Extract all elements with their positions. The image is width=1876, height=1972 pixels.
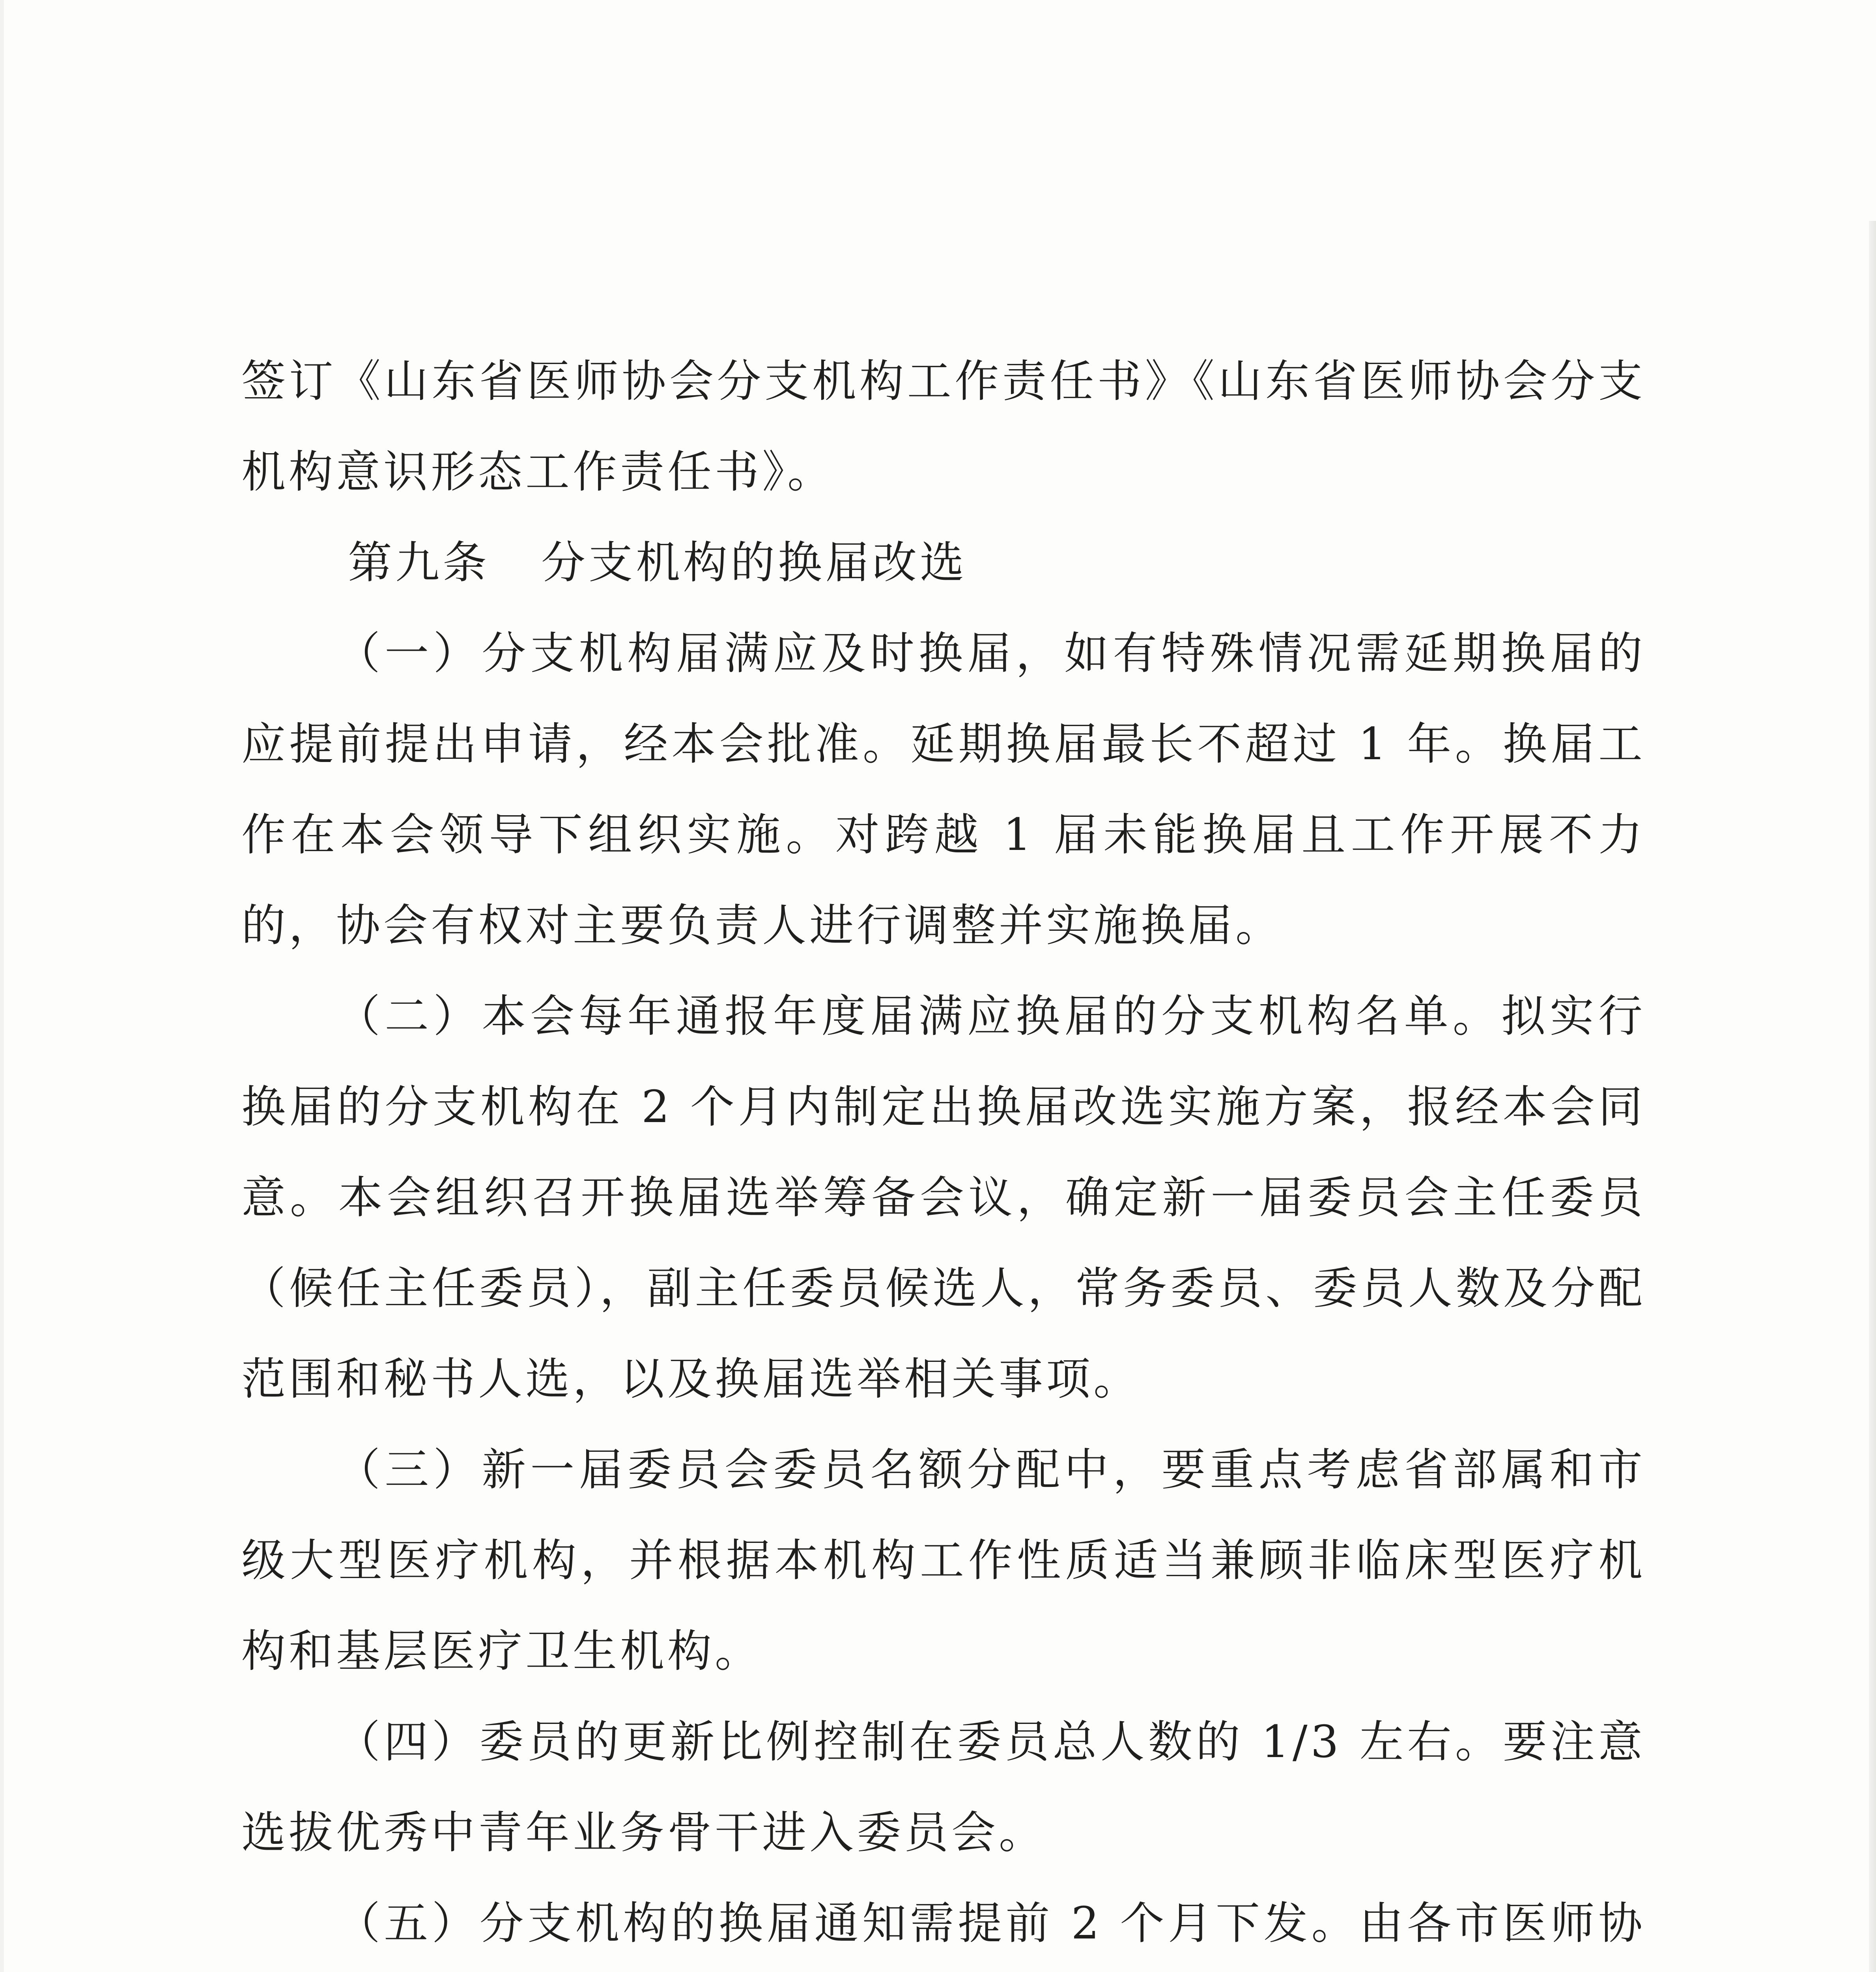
article-title: 分支机构的换届改选 xyxy=(541,537,967,588)
clause-2: （二）本会每年通报年度届满应换届的分支机构名单。拟实行换届的分支机构在 2 个月内制定出换届改选实施方案，报经本会同意。本会组织召开换届选举筹备会议，确定新一届委员会主任委员（候任主任委员），副主任委员候选人，常务委员、委员人数及分配范围和秘书人选，以及换届选举相关事项。 xyxy=(241,991,1646,1405)
clause-3: （三）新一届委员会委员名额分配中，要重点考虑省部属和市级大型医疗机构，并根据本机构工作性质适当兼顾非临床型医疗机构和基层医疗卫生机构。 xyxy=(241,1444,1646,1677)
article-number: 第九条 xyxy=(348,537,490,588)
clause-5: （五）分支机构的换届通知需提前 2 个月下发。由各市医师协 xyxy=(336,1898,1646,1949)
scan-edge-right xyxy=(1869,221,1876,1972)
clause-4: （四）委员的更新比例控制在委员总人数的 1/3 左右。要注意选拔优秀中青年业务骨干进入委员会。 xyxy=(241,1716,1646,1858)
document-body xyxy=(241,336,1646,1972)
article-heading xyxy=(241,517,1646,608)
paragraph-continuation: 签订《山东省医师协会分支机构工作责任书》《山东省医师协会分支机构意识形态工作责任书》。 xyxy=(241,356,1646,498)
clause-1: （一）分支机构届满应及时换届，如有特殊情况需延期换届的应提前提出申请，经本会批准。延期换届最长不超过 1 年。换届工作在本会领导下组织实施。对跨越 1 届未能换届且工作开展不力的，协会有权对主要负责人进行调整并实施换届。 xyxy=(241,628,1646,951)
scan-edge xyxy=(0,0,4,1972)
